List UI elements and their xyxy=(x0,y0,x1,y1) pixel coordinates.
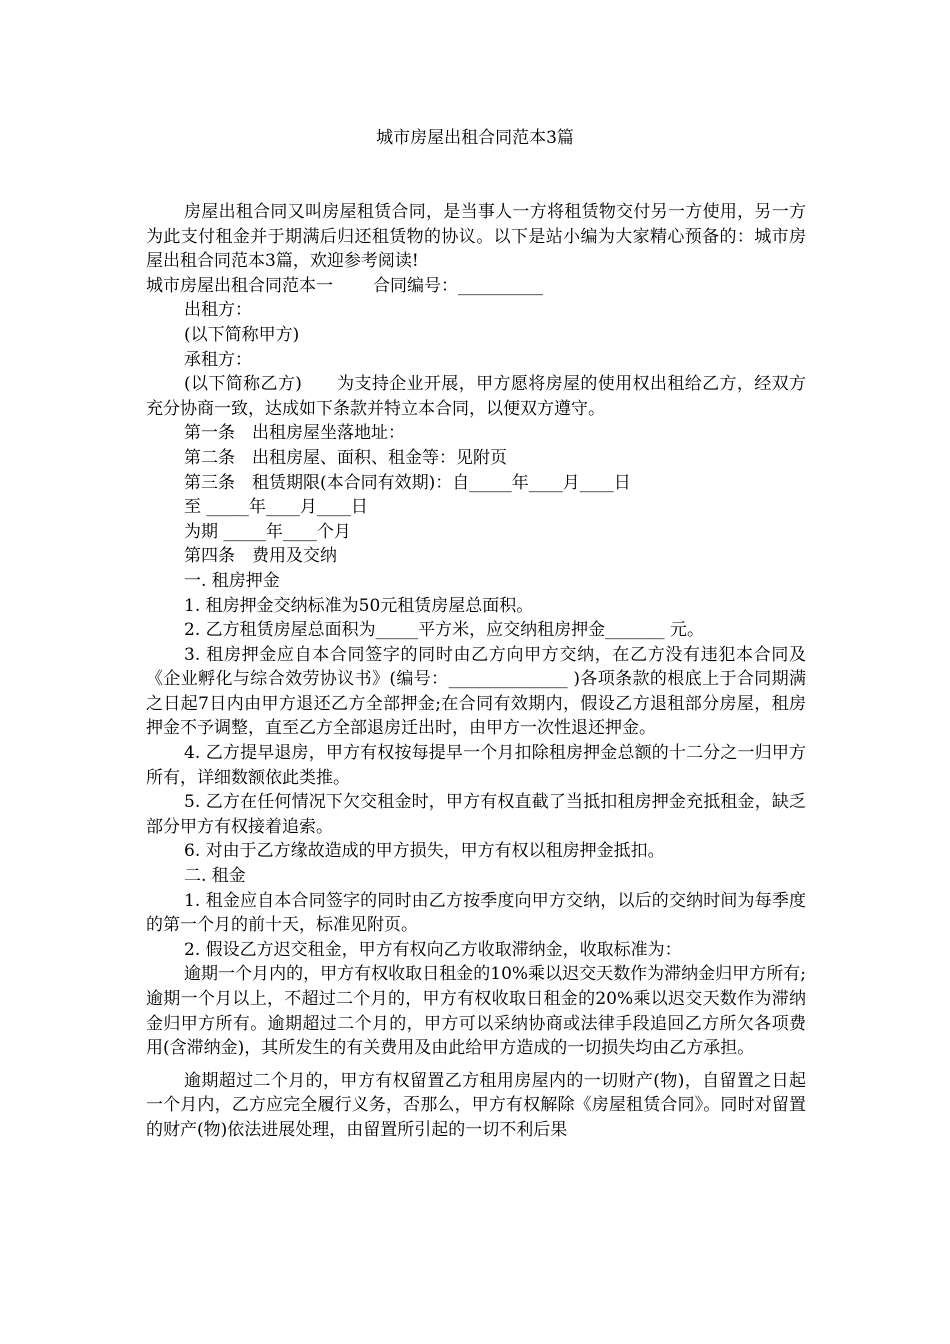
paragraph-article-4: 第四条 费用及交纳 xyxy=(184,546,337,567)
paragraph-deposit-4: 4. 乙方提早退房，甲方有权按每提早一个月扣除租房押金总额的十二分之一归甲方所有，详细数额依此类推。 xyxy=(146,743,806,788)
paragraph-deposit-1: 1. 租房押金交纳标准为50元租赁房屋总面积。 xyxy=(184,595,534,616)
paragraph-lessee-abbrev: (以下简称乙方) 为支持企业开展，甲方愿将房屋的使用权出租给乙方，经双方充分协商一致，达成如下条款并特立本合同，以便双方遵守。 xyxy=(146,374,806,419)
paragraph-article-2: 第二条 出租房屋、面积、租金等：见附页 xyxy=(184,447,507,468)
paragraph-deposit-6: 6. 对由于乙方缘故造成的甲方损失，甲方有权以租房押金抵扣。 xyxy=(184,841,665,862)
paragraph-intro: 房屋出租合同又叫房屋租赁合同，是当事人一方将租赁物交付另一方使用，另一方为此支付租金并于期满后归还租赁物的协议。以下是站小编为大家精心预备的：城市房屋出租合同范本3篇，欢迎参考阅读! xyxy=(146,202,806,272)
paragraph-deposit-heading: 一. 租房押金 xyxy=(184,570,280,591)
paragraph-deposit-2: 2. 乙方租赁房屋总面积为_____平方米，应交纳租房押金_______ 元。 xyxy=(184,620,705,641)
paragraph-lessor-abbrev: (以下简称甲方) xyxy=(184,324,300,345)
contract-heading-title: 城市房屋出租合同范本一 xyxy=(146,275,333,296)
paragraph-rent-1: 1. 租金应自本合同签字的同时由乙方按季度向甲方交纳，以后的交纳时间为每季度的第一个月的前十天，标准见附页。 xyxy=(146,890,806,936)
paragraph-term-duration: 为期 _____年____个月 xyxy=(184,521,351,542)
paragraph-article-3: 第三条 租赁期限(本合同有效期)：自_____年____月____日 xyxy=(184,472,631,493)
document-body xyxy=(146,200,806,1143)
paragraph-term-end: 至 _____年____月____日 xyxy=(184,497,368,518)
paragraph-deposit-3: 3. 租房押金应自本合同签字的同时由乙方向甲方交纳，在乙方没有违犯本合同及《企业孵化与综合效劳协议书》(编号：______________ )各项条款的根底上于合同期满之日起7日内由甲方退还乙方全部押金;在合同有效期内，假设乙方退租部分房屋，租房押金不予调整，直至乙方全部退房迁出时，由甲方一次性退还押金。 xyxy=(146,644,806,739)
paragraph-late-fee: 逾期一个月内的，甲方有权收取日租金的10%乘以迟交天数作为滞纳金归甲方所有;逾期一个月以上，不超过二个月的，甲方有权收取日租金的20%乘以迟交天数作为滞纳金归甲方所有。逾期超过二个月的，甲方可以采纳协商或法律手段追回乙方所欠各项费用(含滞纳金)，其所发生的有关费用及由此给甲方造成的一切损失均由乙方承担。 xyxy=(146,964,806,1059)
paragraph-article-1: 第一条 出租房屋坐落地址： xyxy=(184,423,405,444)
paragraph-lien: 逾期超过二个月的，甲方有权留置乙方租用房屋内的一切财产(物)，自留置之日起一个月内，乙方应完全履行义务，否那么，甲方有权解除《房屋租赁合同》。同时对留置的财产(物)依法进展处理，由留置所引起的一切不利后果 xyxy=(146,1070,806,1140)
paragraph-lessor: 出租方： xyxy=(184,300,252,321)
document-title: 城市房屋出租合同范本3篇 xyxy=(376,128,574,148)
contract-number-field: 合同编号：__________ xyxy=(373,275,543,296)
paragraph-contract-heading xyxy=(146,274,806,299)
paragraph-rent-2: 2. 假设乙方迟交租金，甲方有权向乙方收取滞纳金，收取标准为： xyxy=(184,939,682,960)
paragraph-rent-heading: 二. 租金 xyxy=(184,866,246,887)
paragraph-lessee: 承租方： xyxy=(184,349,252,370)
paragraph-deposit-5: 5. 乙方在任何情况下欠交租金时，甲方有权直截了当抵扣租房押金充抵租金，缺乏部分甲方有权接着追索。 xyxy=(146,792,806,837)
